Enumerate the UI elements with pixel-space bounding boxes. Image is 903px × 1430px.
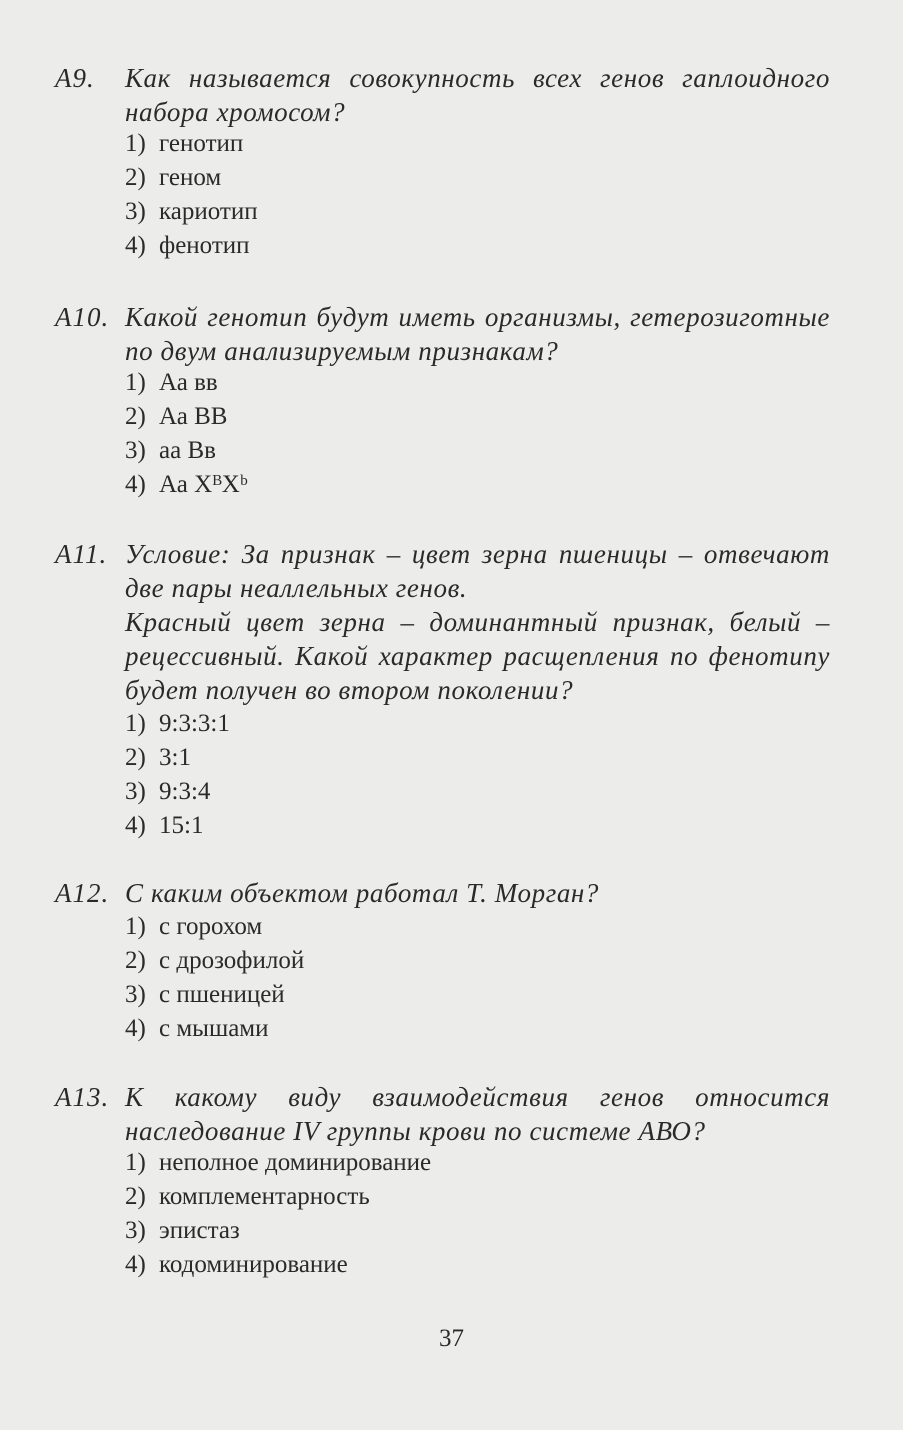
option: 4) с мышами — [125, 1015, 269, 1042]
options-list — [125, 1146, 431, 1282]
page-number: 37 — [439, 1325, 464, 1352]
option: 1) генотип — [125, 130, 244, 157]
option: 4) Аа XᴮXᵇ — [125, 471, 248, 498]
option: 3) 9:3:4 — [125, 778, 211, 805]
question-paragraph: С каким объектом работал Т. Морган? — [125, 878, 600, 908]
options-list — [125, 707, 230, 843]
option: 3) с пшеницей — [125, 981, 285, 1008]
question-paragraph: К какому виду взаимодействия генов относится наследование IV группы крови по системе АВО? — [125, 1082, 830, 1146]
option: 4) 15:1 — [125, 812, 204, 839]
option: 2) с дрозофилой — [125, 947, 305, 974]
option: 4) фенотип — [125, 232, 250, 259]
question-paragraph: Условие: За признак – цвет зерна пшеницы – отвечают две пары неаллельных генов. — [125, 539, 830, 603]
option: 2) Аа ВВ — [125, 403, 228, 430]
question-paragraph: Как называется совокупность всех генов гаплоидного набора хромосом? — [125, 63, 830, 127]
option: 4) кодоминирование — [125, 1251, 348, 1278]
option: 2) комплементарность — [125, 1183, 370, 1210]
question-text — [125, 300, 830, 368]
options-list — [125, 366, 248, 502]
question-number: А11. — [55, 539, 108, 569]
option: 1) неполное доминирование — [125, 1149, 432, 1176]
option: 3) аа Вв — [125, 437, 216, 464]
question-number: А12. — [55, 878, 110, 908]
question-number: А9. — [55, 63, 95, 93]
question-number: А13. — [55, 1082, 110, 1112]
option: 2) геном — [125, 164, 222, 191]
question-text — [125, 1080, 830, 1148]
question-text — [125, 876, 830, 910]
question-text — [125, 61, 830, 129]
question-paragraph: Какой генотип будут иметь организмы, гетерозиготные по двум анализируемым признакам? — [125, 302, 830, 366]
option: 1) 9:3:3:1 — [125, 710, 230, 737]
option: 1) Аа вв — [125, 369, 218, 396]
options-list — [125, 127, 258, 263]
option: 1) с горохом — [125, 913, 263, 940]
question-paragraph: Красный цвет зерна – доминантный признак, белый – рецессивный. Какой характер расщепления по фенотипу будет получен во втором поколении? — [125, 607, 830, 705]
question-number: А10. — [55, 302, 110, 332]
option: 3) эпистаз — [125, 1217, 240, 1244]
options-list — [125, 910, 304, 1046]
option: 3) кариотип — [125, 198, 258, 225]
option: 2) 3:1 — [125, 744, 191, 771]
question-text — [125, 537, 830, 707]
